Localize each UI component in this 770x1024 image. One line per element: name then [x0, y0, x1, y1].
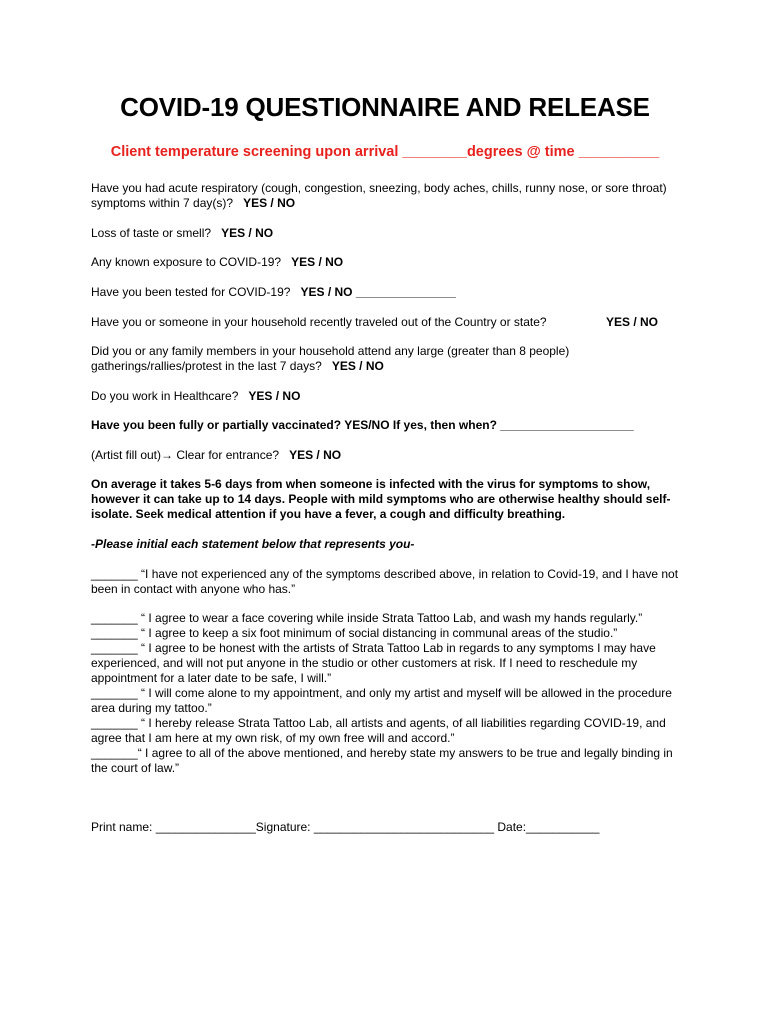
question-respiratory-symptoms [91, 181, 691, 211]
yes-no-answer: YES / NO [248, 389, 301, 403]
question-text: Have you or someone in your household recently traveled out of the Country or state? [91, 315, 547, 329]
warning-paragraph: On average it takes 5-6 days from when someone is infected with the virus for symptoms to show, however it can take up to 14 days. People with mild symptoms who are otherwise healthy should self-isolate. Seek medical attention if you have a fever, a cough and difficulty breathing. [91, 477, 671, 521]
question-exposure [91, 255, 691, 270]
question-artist-clearance [91, 448, 691, 463]
statement-face-covering: _______ “ I agree to wear a face covering while inside Strata Tattoo Lab, and wash my hands regularly.” [91, 611, 643, 625]
question-text: Did you or any family members in your household attend any large (greater than 8 people) gatherings/rallies/protest in the last 7 days? [91, 344, 570, 373]
question-gatherings [91, 344, 691, 374]
yes-no-answer: YES / NO [331, 359, 384, 373]
question-tested [91, 285, 691, 300]
yes-no-answer: YES / NO [243, 196, 296, 210]
yes-no-answer: YES / NO _______________ [300, 285, 456, 299]
question-healthcare [91, 389, 691, 404]
yes-no-answer: YES / NO [221, 226, 274, 240]
yes-no-answer: YES / NO [605, 315, 658, 329]
statement-social-distancing: _______ “ I agree to keep a six foot minimum of social distancing in communal areas of the studio.” [91, 626, 618, 640]
question-text: Have you been tested for COVID-19? [91, 285, 291, 299]
statement-agree-all: _______“ I agree to all of the above mentioned, and hereby state my answers to be true and legally binding in the court of law.” [91, 746, 673, 775]
question-text: Do you work in Healthcare? [91, 389, 239, 403]
statement-release-liability: _______ “ I hereby release Strata Tattoo Lab, all artists and agents, of all liabilities regarding COVID-19, and agree that I am here at my own risk, of my own free will and accord.” [91, 716, 666, 745]
question-text: Have you had acute respiratory (cough, congestion, sneezing, body aches, chills, runny nose, or sore throat) symptoms within 7 day(s)? [91, 181, 667, 210]
question-vaccinated: Have you been fully or partially vaccinated? YES/NO If yes, then when? ____________________ [91, 418, 634, 432]
statement-no-symptoms: _______ “I have not experienced any of the symptoms described above, in relation to Covid-19, and I have not been in contact with anyone who has.” [91, 567, 679, 596]
question-text: Loss of taste or smell? [91, 226, 212, 240]
yes-no-answer: YES / NO [289, 448, 342, 462]
question-text: Any known exposure to COVID-19? [91, 255, 282, 269]
signature-line: Print name: _______________Signature: ___________________________ Date:___________ [91, 820, 600, 834]
statement-come-alone: _______ “ I will come alone to my appointment, and only my artist and myself will be allowed in the procedure area during my tattoo.” [91, 686, 672, 715]
page-title: COVID-19 QUESTIONNAIRE AND RELEASE [120, 92, 650, 122]
yes-no-answer: YES / NO [291, 255, 344, 269]
question-taste-smell [91, 226, 691, 241]
initial-instruction: -Please initial each statement below that represents you- [91, 537, 415, 551]
temperature-screening-line: Client temperature screening upon arrival ________degrees @ time __________ [110, 144, 660, 160]
question-text: (Artist fill out)→ Clear for entrance? [91, 448, 280, 462]
question-travel [91, 315, 658, 330]
statement-honesty: _______ “ I agree to be honest with the artists of Strata Tattoo Lab in regards to any symptoms I may have experienced, and will not put anyone in the studio or other customers at risk. If I need to reschedule my appointment for a later date to be safe, I will.” [91, 641, 656, 685]
